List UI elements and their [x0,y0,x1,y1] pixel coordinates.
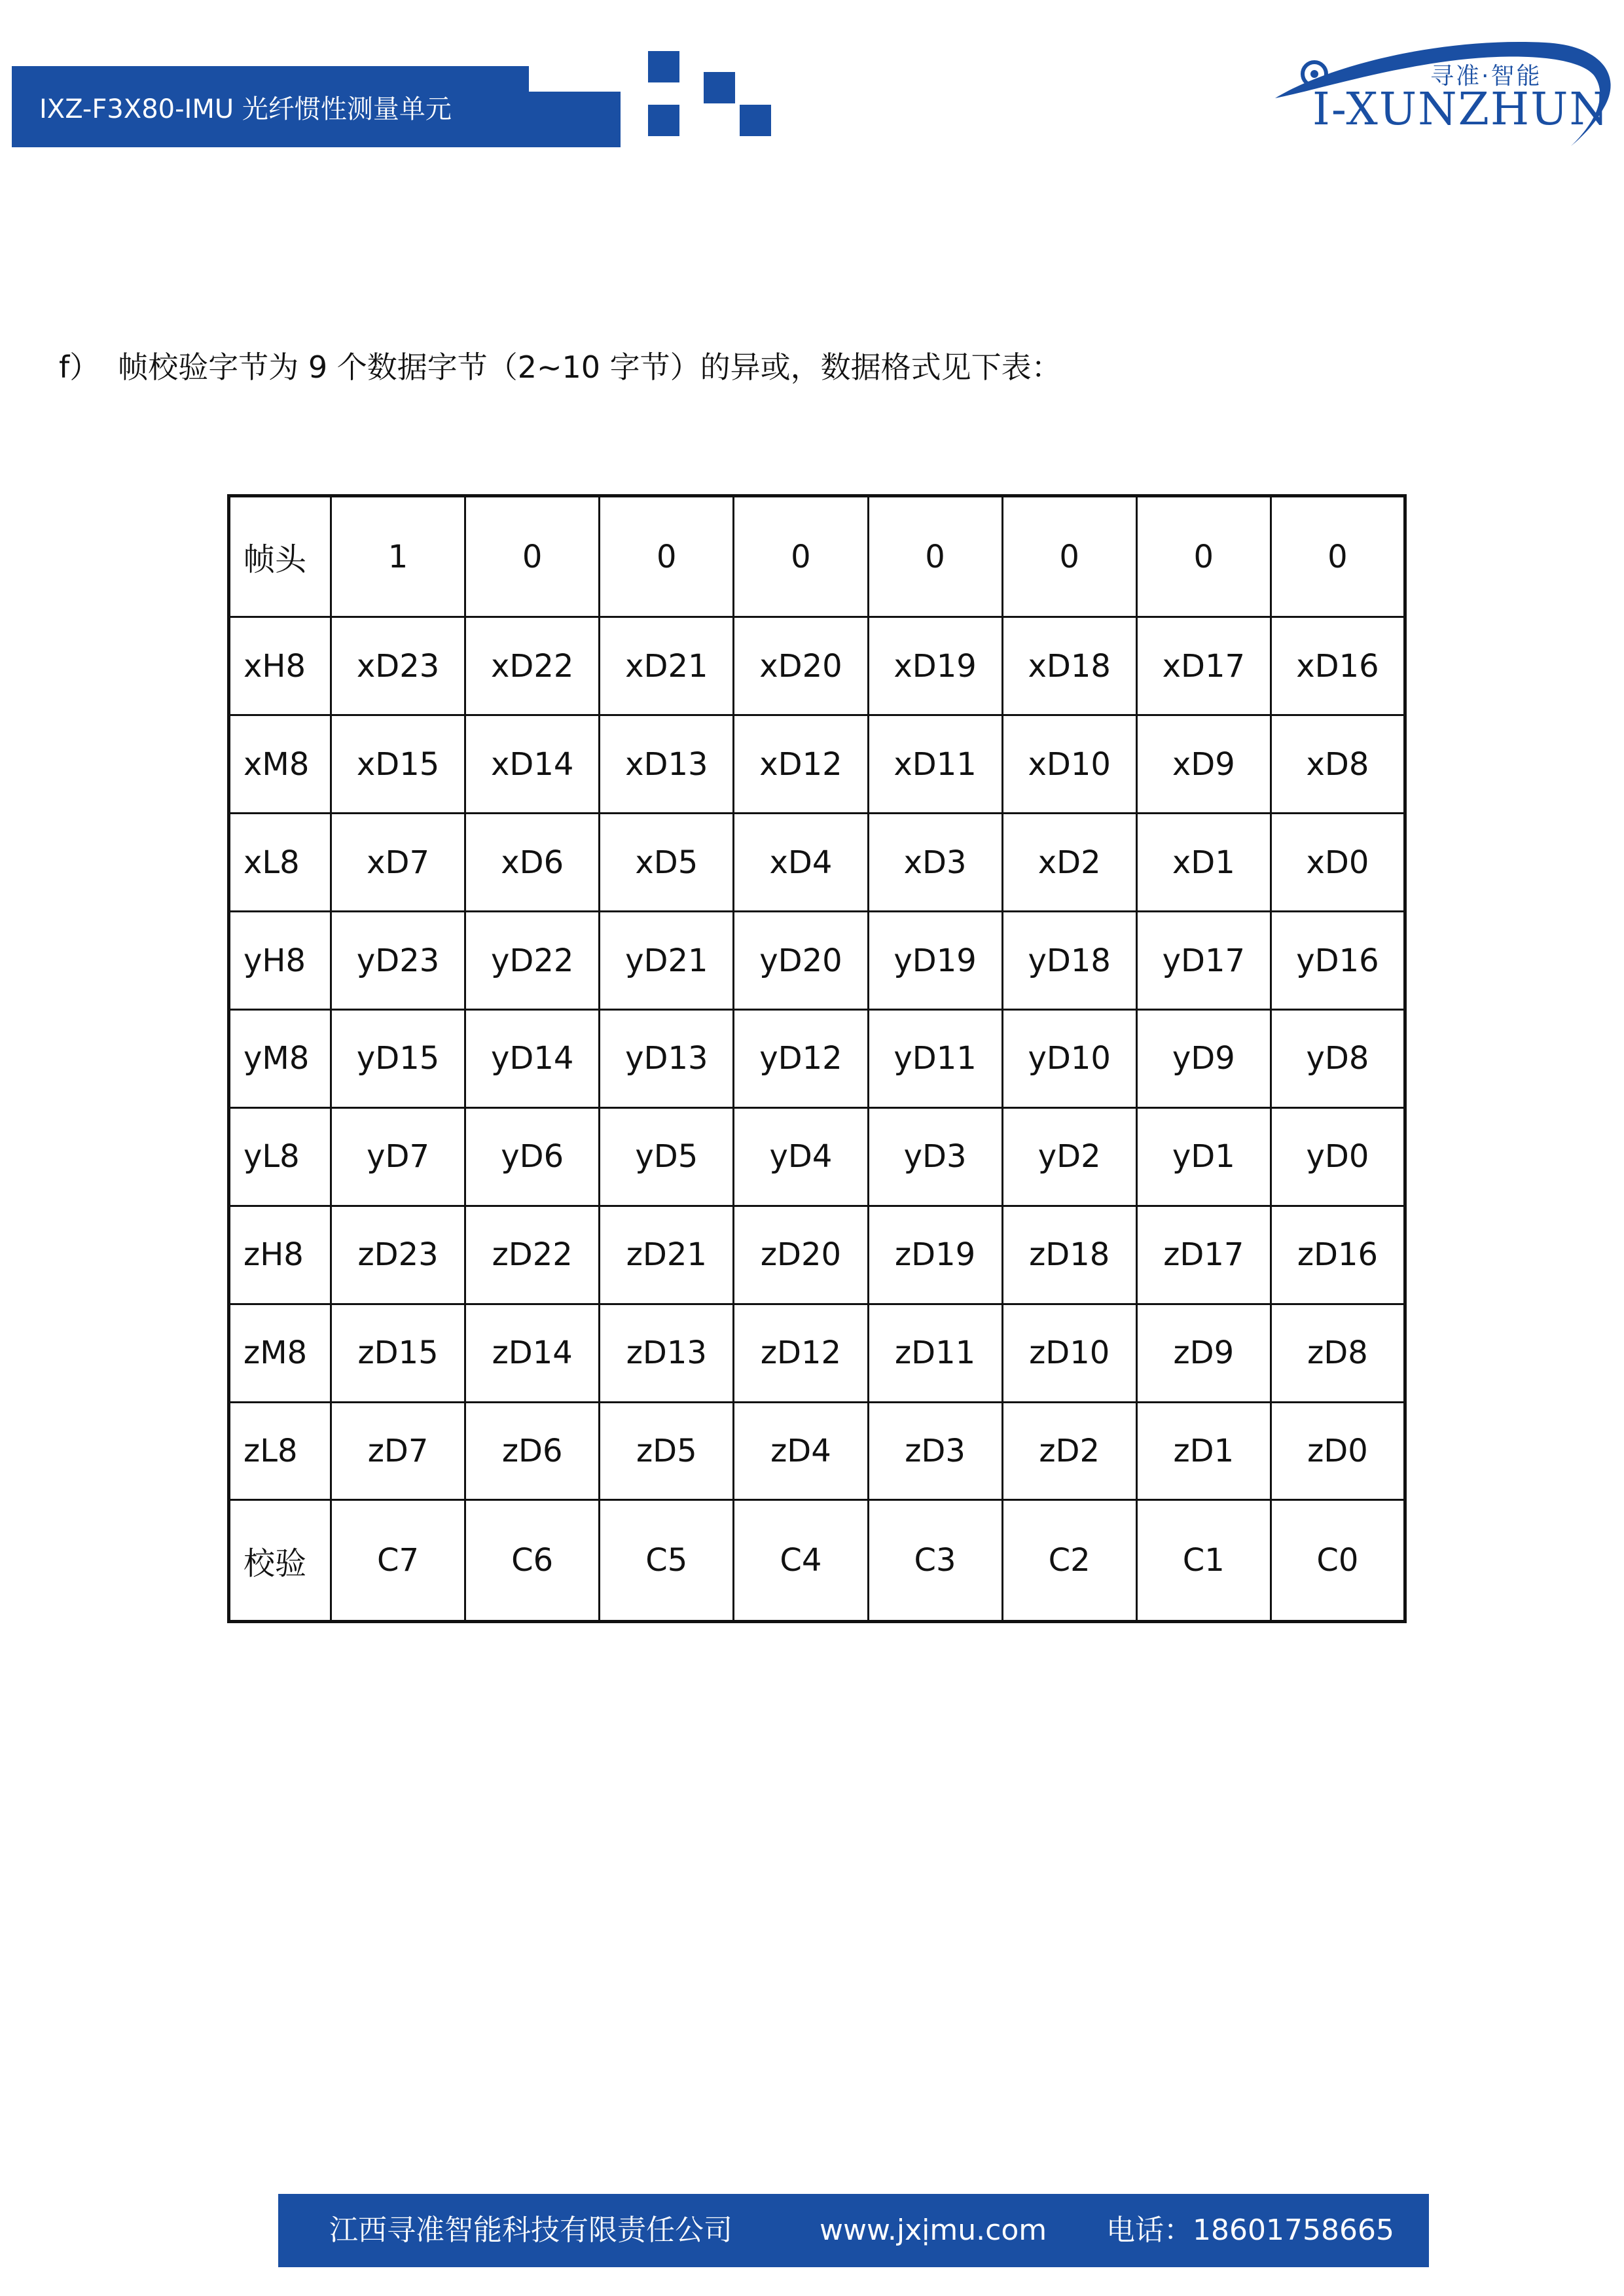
table-cell: yD9 [1136,1010,1271,1108]
row-header-cell: 校验 [229,1500,331,1622]
table-cell: zD11 [868,1304,1002,1402]
table-cell: xD2 [1002,814,1136,912]
table-cell: xD11 [868,715,1002,814]
logo-chinese-name: 寻准·智能 [1430,63,1542,90]
section-intro [59,344,1062,387]
table-row [229,715,1405,814]
table-cell: C4 [734,1500,868,1622]
table-cell: C3 [868,1500,1002,1622]
table-cell: xD21 [600,617,734,715]
table-cell: 0 [734,496,868,617]
table-cell: yD4 [734,1107,868,1206]
table-cell: 0 [465,496,600,617]
table-cell: C5 [600,1500,734,1622]
row-header-cell: zL8 [229,1402,331,1500]
table-cell: yD23 [331,912,465,1010]
table-cell: yD0 [1271,1107,1405,1206]
table-cell: xD4 [734,814,868,912]
intro-text: 帧校验字节为 9 个数据字节（2~10 字节）的异或，数据格式见下表： [118,350,1062,385]
table-cell: yD11 [868,1010,1002,1108]
table-cell: zD23 [331,1206,465,1304]
table-cell: xD14 [465,715,600,814]
table-cell: xD1 [1136,814,1271,912]
table-cell: yD14 [465,1010,600,1108]
table-cell: yD3 [868,1107,1002,1206]
table-cell: yD19 [868,912,1002,1010]
table-row [229,496,1405,617]
row-header-cell: yL8 [229,1107,331,1206]
table-cell: xD13 [600,715,734,814]
row-header-cell: yM8 [229,1010,331,1108]
logo-english-name: I-XUNZHUN [1312,84,1610,135]
table-cell: xD15 [331,715,465,814]
footer-bar [278,2194,1429,2267]
table-row [229,1500,1405,1622]
table-cell: yD18 [1002,912,1136,1010]
table-cell: yD12 [734,1010,868,1108]
table-cell: C1 [1136,1500,1271,1622]
table-row [229,1107,1405,1206]
table-cell: zD22 [465,1206,600,1304]
table-cell: xD20 [734,617,868,715]
table-cell: zD9 [1136,1304,1271,1402]
table-cell: yD6 [465,1107,600,1206]
table-cell: xD16 [1271,617,1405,715]
row-header-cell: xM8 [229,715,331,814]
table-cell: zD20 [734,1206,868,1304]
document-title: IXZ-F3X80-IMU 光纤惯性测量单元 [39,94,452,124]
table-cell: C2 [1002,1500,1136,1622]
table-cell: 1 [331,496,465,617]
table-cell: yD13 [600,1010,734,1108]
table-cell: xD22 [465,617,600,715]
table-cell: xD3 [868,814,1002,912]
table-cell: xD12 [734,715,868,814]
table-cell: zD5 [600,1402,734,1500]
table-cell: yD22 [465,912,600,1010]
table-cell: zD21 [600,1206,734,1304]
table-cell: zD6 [465,1402,600,1500]
table-cell: zD0 [1271,1402,1405,1500]
table-cell: C6 [465,1500,600,1622]
table-cell: yD15 [331,1010,465,1108]
table-cell: C0 [1271,1500,1405,1622]
table-cell: xD5 [600,814,734,912]
table-cell: zD13 [600,1304,734,1402]
table-cell: xD18 [1002,617,1136,715]
table-cell: xD17 [1136,617,1271,715]
table-cell: xD6 [465,814,600,912]
table-row [229,1402,1405,1500]
table-row [229,1206,1405,1304]
table-cell: xD8 [1271,715,1405,814]
table-cell: yD10 [1002,1010,1136,1108]
row-header-cell: zH8 [229,1206,331,1304]
footer-company: 江西寻准智能科技有限责任公司 [329,2214,732,2247]
table-cell: zD18 [1002,1206,1136,1304]
table-row [229,1304,1405,1402]
table-row [229,1010,1405,1108]
table-cell: zD7 [331,1402,465,1500]
table-cell: yD7 [331,1107,465,1206]
decorative-square [740,105,771,136]
table-cell: C7 [331,1500,465,1622]
footer-website: www.jxịmu.com [820,2214,1047,2247]
table-cell: 0 [600,496,734,617]
table-cell: yD16 [1271,912,1405,1010]
data-format-table [227,494,1407,1623]
table-cell: zD10 [1002,1304,1136,1402]
table-cell: zD17 [1136,1206,1271,1304]
table-cell: yD17 [1136,912,1271,1010]
row-header-cell: zM8 [229,1304,331,1402]
header-banner-step [529,92,621,147]
table-cell: 0 [1136,496,1271,617]
table-cell: xD9 [1136,715,1271,814]
row-header-cell: yH8 [229,912,331,1010]
table-cell: zD3 [868,1402,1002,1500]
table-cell: zD19 [868,1206,1002,1304]
table-cell: yD1 [1136,1107,1271,1206]
row-header-cell: xH8 [229,617,331,715]
table-cell: zD16 [1271,1206,1405,1304]
decorative-square [648,105,679,136]
item-label: f） [59,350,100,385]
table-cell: 0 [868,496,1002,617]
table-cell: zD12 [734,1304,868,1402]
table-cell: xD7 [331,814,465,912]
table-cell: 0 [1271,496,1405,617]
table-row [229,617,1405,715]
row-header-cell: 帧头 [229,496,331,617]
table-cell: xD19 [868,617,1002,715]
table-cell: zD14 [465,1304,600,1402]
table-row [229,912,1405,1010]
table-cell: 0 [1002,496,1136,617]
table-cell: yD8 [1271,1010,1405,1108]
table-cell: zD15 [331,1304,465,1402]
table-cell: xD10 [1002,715,1136,814]
table-cell: zD1 [1136,1402,1271,1500]
footer-phone: 电话：18601758665 [1106,2214,1394,2247]
table-cell: xD23 [331,617,465,715]
table-cell: zD8 [1271,1304,1405,1402]
table-cell: yD21 [600,912,734,1010]
decorative-square [704,72,735,103]
table-cell: zD2 [1002,1402,1136,1500]
table-cell: xD0 [1271,814,1405,912]
row-header-cell: xL8 [229,814,331,912]
table-cell: yD20 [734,912,868,1010]
table-cell: zD4 [734,1402,868,1500]
table-row [229,814,1405,912]
table-cell: yD2 [1002,1107,1136,1206]
decorative-square [648,51,679,82]
table-cell: yD5 [600,1107,734,1206]
